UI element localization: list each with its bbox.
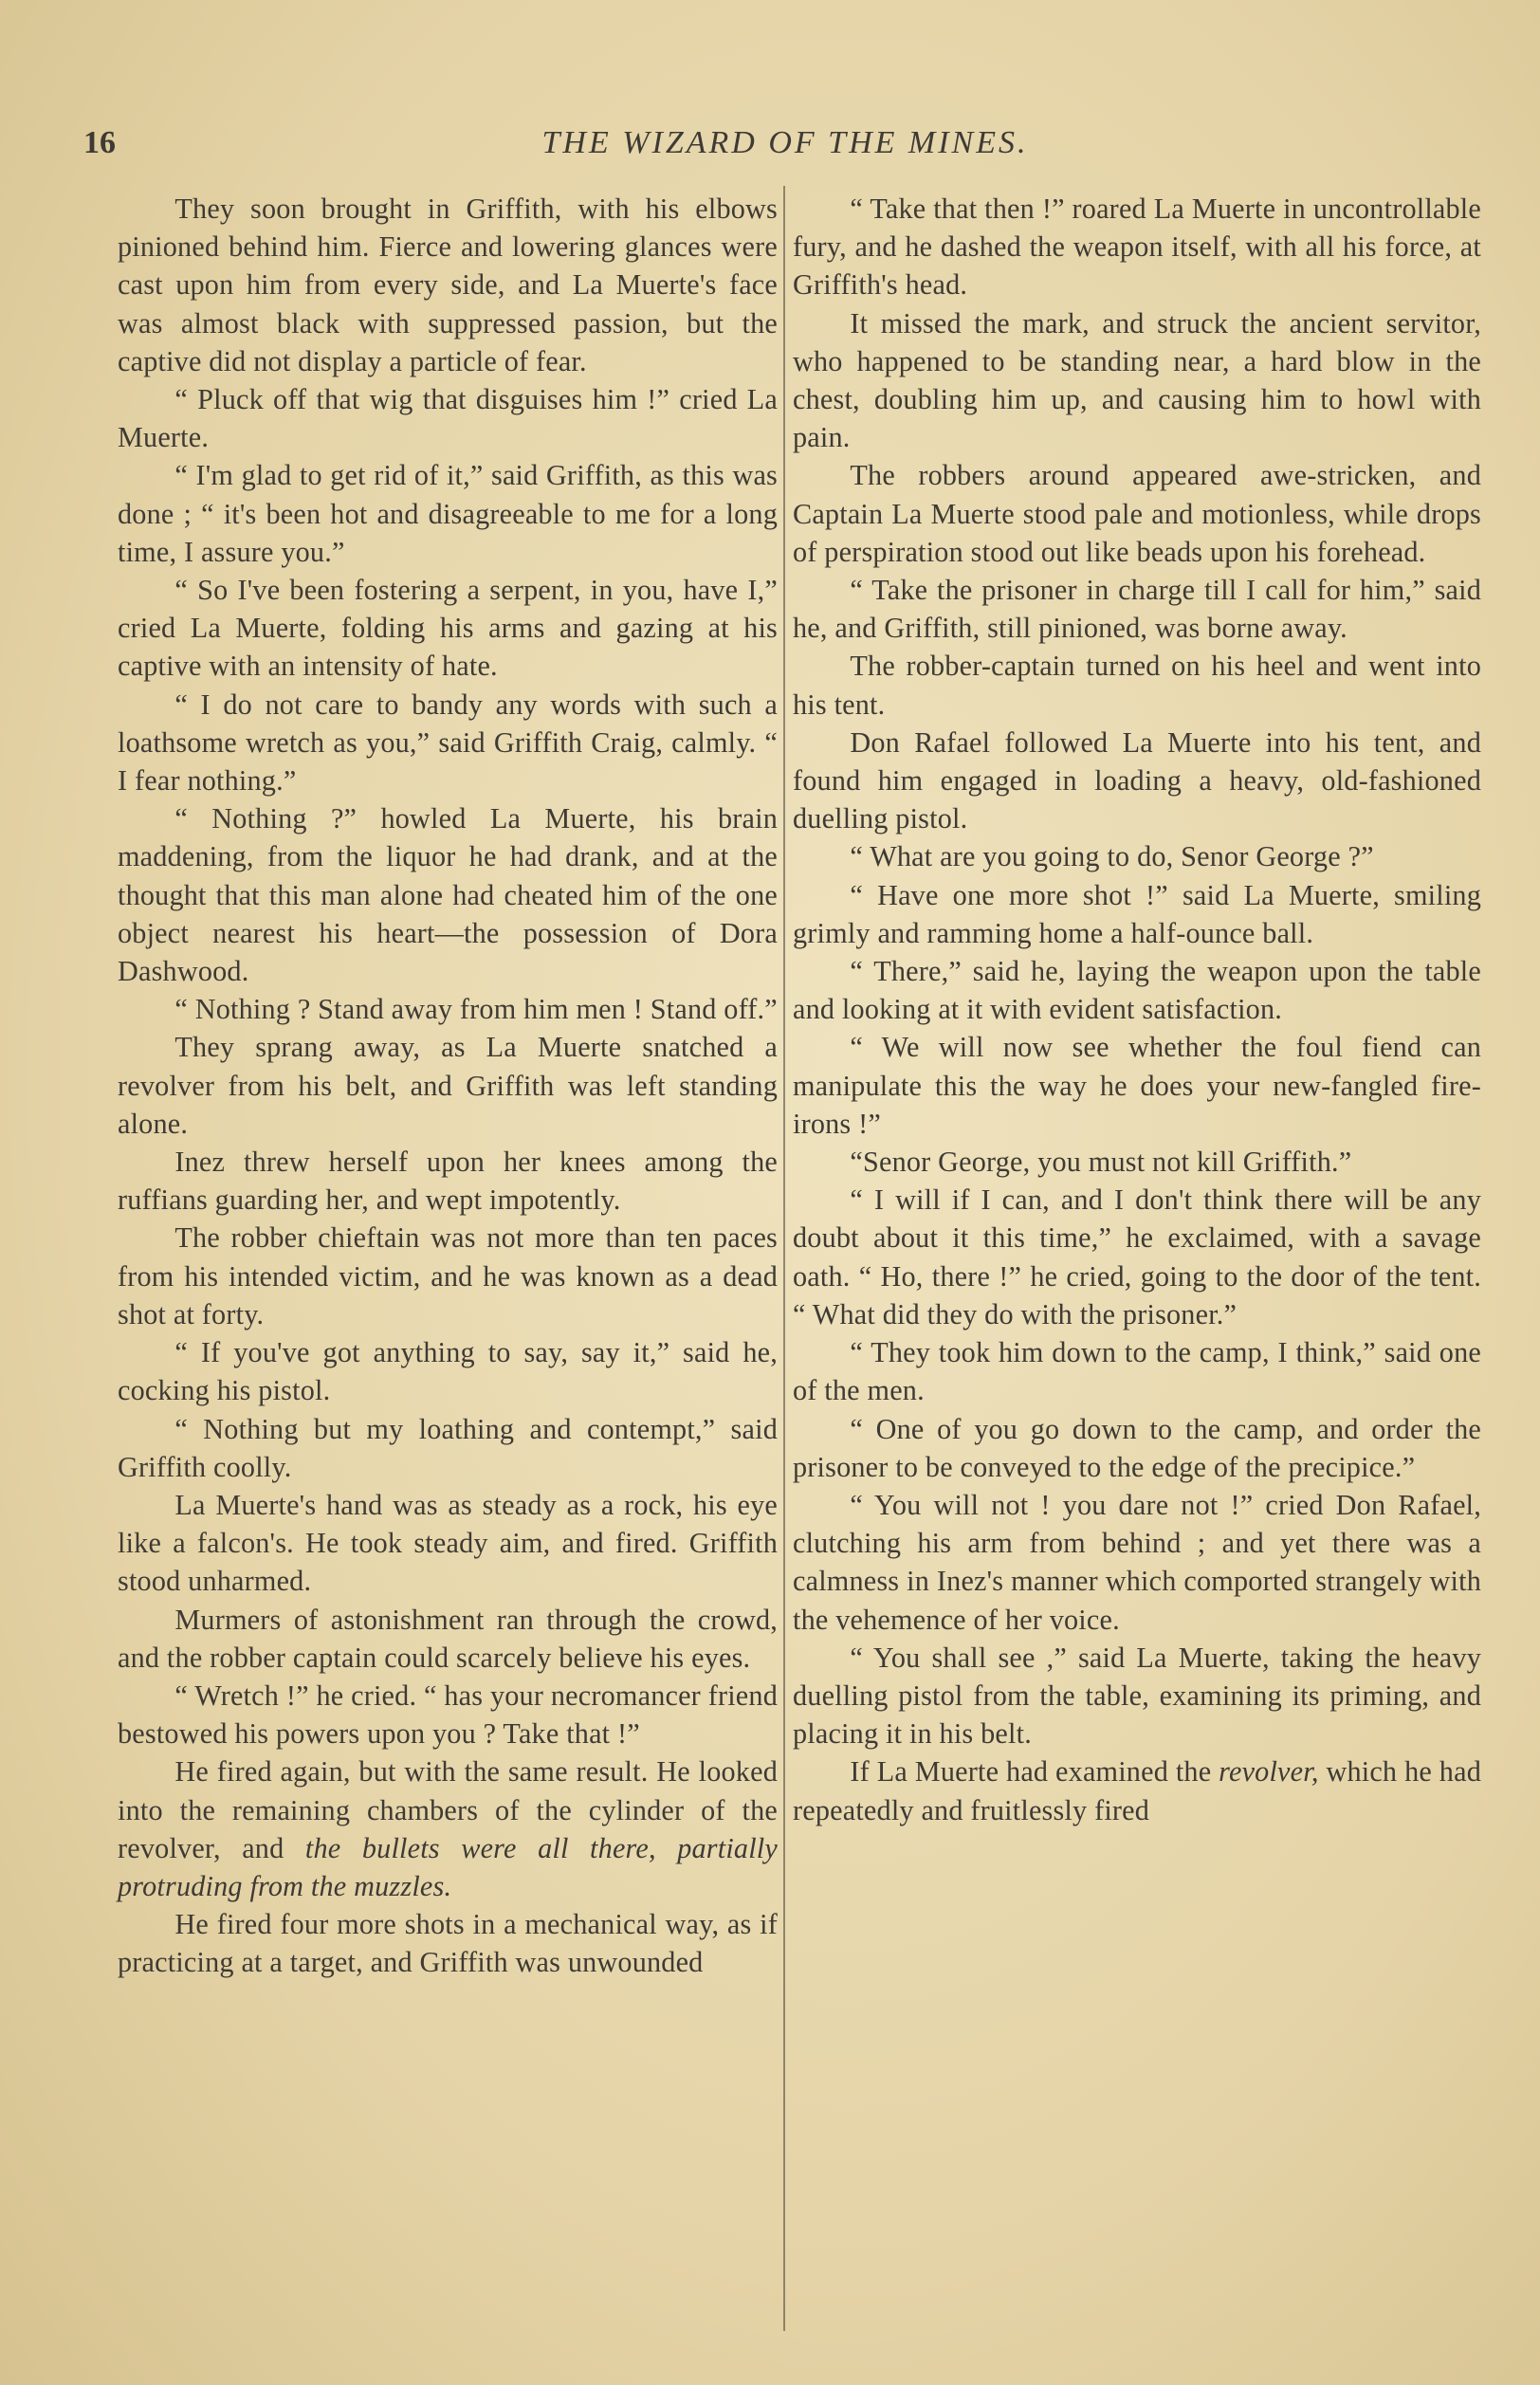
italic-text: the bullets were all there, partially protruding from the muzzles.: [118, 1831, 778, 1902]
paragraph: “ Nothing but my loathing and contempt,” said Griffith coolly.: [118, 1412, 778, 1483]
paragraph: La Muerte's hand was as steady as a rock, his eye like a falcon's. He took steady aim, and fired. Griffith stood unharmed.: [118, 1488, 778, 1598]
paragraph: “ We will now see whether the foul fiend can manipulate this the way he does your new-fangled fire-irons !”: [793, 1031, 1481, 1140]
paragraph: They soon brought in Griffith, with his elbows pinioned behind him. Fierce and lowering glances were cast upon him from every side, and La Muerte's face was almost black with suppressed passion, but the captive did not display a particle of fear.: [118, 193, 778, 377]
paragraph: “ So I've been fostering a serpent, in you, have I,” cried La Muerte, folding his arms and gazing at his captive with an intensity of hate.: [118, 574, 778, 683]
paragraph: “ Take the prisoner in charge till I call for him,” said he, and Griffith, still pinioned, was borne away.: [793, 574, 1481, 645]
paragraph: “ Wretch !” he cried. “ has your necromancer friend bestowed his powers upon you ? Take that !”: [118, 1679, 778, 1751]
left-column: [118, 190, 778, 2333]
paragraph: “ There,” said he, laying the weapon upon the table and looking at it with evident satisfaction.: [793, 955, 1481, 1026]
paragraph: “ I will if I can, and I don't think there will be any doubt about it this time,” he exclaimed, with a savage oath. “ Ho, there !” he cried, going to the door of the tent. “ What did they do with the prisoner.”: [793, 1183, 1481, 1330]
paragraph: “ I do not care to bandy any words with such a loathsome wretch as you,” said Griffith Craig, calmly. “ I fear nothing.”: [118, 688, 778, 798]
paragraph: “Senor George, you must not kill Griffith.”: [850, 1146, 1352, 1179]
paragraph: “ They took him down to the camp, I think,” said one of the men.: [793, 1336, 1481, 1407]
paragraph: He fired again, but with the same result. He looked into the remaining chambers of the cylinder of the revolver, and the bullets were all there, partially protruding from the muzzles.: [118, 1755, 778, 1902]
paragraph: Don Rafael followed La Muerte into his tent, and found him engaged in loading a heavy, old-fashioned duelling pistol.: [793, 725, 1481, 835]
paragraph: “ One of you go down to the camp, and order the prisoner to be conveyed to the edge of the precipice.”: [793, 1412, 1481, 1483]
paragraph: “ Have one more shot !” said La Muerte, smiling grimly and ramming home a half-ounce ball.: [793, 878, 1481, 949]
italic-text: revolver,: [1219, 1755, 1319, 1789]
paragraph: Murmers of astonishment ran through the crowd, and the robber captain could scarcely believe his eyes.: [118, 1603, 778, 1674]
column-divider: [783, 186, 785, 2331]
paragraph: “ What are you going to do, Senor George ?”: [850, 840, 1374, 873]
page-header: [83, 125, 1487, 171]
paragraph: He fired four more shots in a mechanical way, as if practicing at a target, and Griffith was unwounded: [118, 1908, 778, 1979]
paragraph: The robber chieftain was not more than ten paces from his intended victim, and he was known as a dead shot at forty.: [118, 1221, 778, 1330]
paragraph: The robber-captain turned on his heel and went into his tent.: [793, 650, 1481, 721]
paragraph: “ You shall see ,” said La Muerte, taking the heavy duelling pistol from the table, examining its priming, and placing it in his belt.: [793, 1641, 1481, 1751]
paragraph: “ I'm glad to get rid of it,” said Griffith, as this was done ; “ it's been hot and disagreeable to me for a long time, I assure you.”: [118, 459, 778, 568]
paragraph: “ Take that then !” roared La Muerte in uncontrollable fury, and he dashed the weapon itself, with all his force, at Griffith's head.: [793, 193, 1481, 302]
paragraph: “ Nothing ? Stand away from him men ! Stand off.”: [174, 993, 778, 1026]
running-title: THE WIZARD OF THE MINES.: [541, 125, 1029, 160]
paragraph: They sprang away, as La Muerte snatched a revolver from his belt, and Griffith was left standing alone.: [118, 1031, 778, 1140]
paragraph: “ If you've got anything to say, say it,” said he, cocking his pistol.: [118, 1336, 778, 1407]
paragraph: “ Pluck off that wig that disguises him !” cried La Muerte.: [118, 383, 778, 454]
paragraph: “ You will not ! you dare not !” cried Don Rafael, clutching his arm from behind ; and yet there was a calmness in Inez's manner which comported strangely with the vehemence of her voice.: [793, 1488, 1481, 1636]
paragraph: “ Nothing ?” howled La Muerte, his brain maddening, from the liquor he had drank, and at the thought that this man alone had cheated him of the one object nearest his heart—the possession of Dora Dashwood.: [118, 802, 778, 988]
paragraph: Inez threw herself upon her knees among the ruffians guarding her, and wept impotently.: [118, 1146, 778, 1217]
paragraph: If La Muerte had examined the revolver, which he had repeatedly and fruitlessly fired: [793, 1755, 1481, 1826]
paragraph: It missed the mark, and struck the ancient servitor, who happened to be standing near, a hard blow in the chest, doubling him up, and causing him to howl with pain.: [793, 306, 1481, 454]
paragraph: The robbers around appeared awe-stricken, and Captain La Muerte stood pale and motionless, while drops of perspiration stood out like beads upon his forehead.: [793, 459, 1481, 568]
page-number: 16: [83, 125, 116, 160]
right-column: [793, 190, 1481, 2333]
